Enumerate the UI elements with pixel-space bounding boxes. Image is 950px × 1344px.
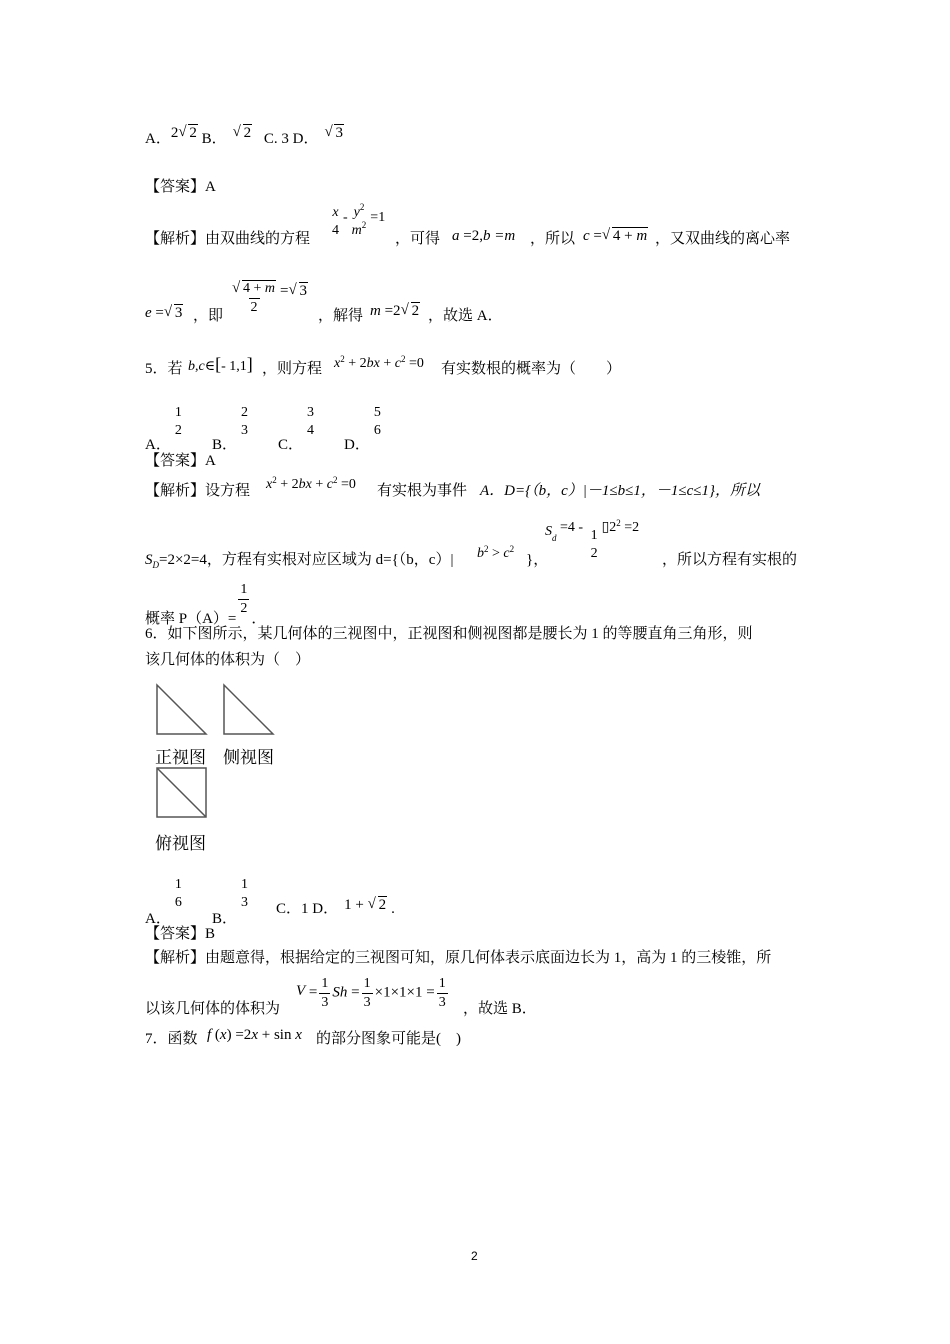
q4-analysis-text1: 由双曲线的方程 [205,231,311,247]
q6-stem-line2: 该几何体的体积为（ ） [145,652,311,668]
q6-option-cd-label: C．1 D． [276,901,339,917]
q5-stem-mid: ，则方程 [262,361,323,377]
q4-option-b-value: √ 2 [233,125,253,141]
area-symbol: S [145,552,153,568]
q5-analysis-line1-b: 有实根为事件 [377,483,468,499]
q6-option-b-frac: 1 3 [241,877,249,910]
q5-domain: b,c∈[- 1,1] [188,354,253,374]
q6-answer: 【答案】B [145,926,216,942]
q7-stem-suffix: 的部分图象可能是( ) [316,1031,461,1047]
q4-c-value: c =√ 4 + m [583,229,648,244]
q6-option-a-label: A． [145,910,171,927]
q4-a-b-values: a =2,b =m [452,228,516,244]
q6-option-d-value: 1 + √ 2 [344,897,387,913]
q4-analysis-text4: ，又双曲线的离心率 [655,231,791,247]
q6-stem-line1: 6．如下图所示，某几何体的三视图中，正视图和侧视图都是腰长为 1 的等腰直角三角形，则 [145,626,753,642]
denominator: 6 [373,422,381,438]
numerator: 3 [307,405,315,420]
q6-analysis-line2-a: 以该几何体的体积为 [145,1001,281,1017]
q6-option-b-label: B． [212,910,238,927]
q5-analysis-line1-c: A．D={（b，c）|－1≤b≤1，－1≤c≤1}，所以 [480,483,760,499]
q5-probability-value: $\frac{1}{2}$ [240,582,248,616]
numerator: 5 [373,405,381,420]
denominator: 2 [174,422,182,438]
q6-analysis-line1: 【解析】由题意得，根据给定的三视图可知，原几何体表示底面边长为 1，高为 1 的三棱锥，所 [145,950,772,966]
q6-option-cd[interactable] [276,897,395,917]
q5-stem-suffix: 有实数根的概率为（ ） [441,361,622,377]
page-number: 2 [471,1249,478,1263]
q6-option-a-frac: 1 6 [174,877,182,910]
q4-m-value: m =2√ 2 [370,304,420,319]
q4-analysis-text6: ，解得 [318,308,364,324]
q4-e-value: e =√ 3 [145,306,183,321]
numerator: 2 [241,405,249,420]
q5-equation: $x^2 + 2bx + c^2 =0$ [334,354,424,371]
q4-option-a-label: A． [145,131,171,147]
q5-probability-label: 概率 P（A）= [145,611,237,628]
caption-top-view: 俯视图 [155,834,206,854]
period: ． [251,611,267,628]
q5-option-b-label: B． [212,436,238,453]
q5-analysis-line1-a: 【解析】设方程 [145,483,251,499]
q5-option-d-label: D． [344,436,370,453]
denominator: 4 [307,422,315,438]
q6-option-b[interactable] [212,876,252,927]
denominator: 3 [241,422,249,438]
q7-stem-prefix: 7．函数 [145,1031,198,1047]
q4-e-fraction: √ $\frac{4 + m}{2}$ =√ 3 [228,280,308,316]
q4-option-a-value: 2√ 2 [171,125,198,141]
q4-analysis-text7: ，故选 A． [428,308,503,324]
q4-option-cd-label: C. 3 D． [260,131,319,147]
q5-region-condition: $b^2 > c^2$ [477,544,515,561]
front-view-triangle [157,685,206,734]
top-view-square [157,768,206,817]
q4-analysis-text2: ，可得 [395,231,441,247]
q4-option-d-value: √ 3 [324,125,344,141]
caption-front-view: 正视图 [155,748,206,768]
q5-analysis-line2-e: ，所以方程有实根的 [662,552,798,568]
side-view-triangle [224,685,273,734]
q5-stem-prefix: 5．若 [145,361,183,377]
q5-option-a-label: A． [145,436,171,453]
q6-option-a[interactable] [145,876,186,927]
q7-function: f (x) =2x + sin x [207,1027,302,1043]
q4-hyperbola-equation: x 4 - $y^2$ $m^2$ =1 [332,202,386,238]
caption-side-view: 侧视图 [223,748,274,768]
analysis-label: 【解析】 [145,231,206,247]
q5-sd-expression: $S_d =4$ - 1 2 $▯2^2 =2$ [545,518,640,561]
q5-analysis-equation: $x^2 + 2bx + c^2 =0$ [266,475,356,492]
period: . [391,901,395,917]
q5-option-c-label: C． [278,436,304,453]
numerator: 1 [174,405,182,420]
q6-volume-formula: V = $\frac{1}{3}$ Sh = $\frac{1}{3}$ ×1×1×1 = $\frac{1}{3}$ [296,976,446,1010]
q5-answer: 【答案】A [145,453,216,469]
area-subscript: D [152,560,159,570]
q4-analysis-text3: ，所以 [530,231,576,247]
q4-analysis-text5: ，即 [193,308,224,324]
q4-option-b-label: B． [197,131,227,147]
q5-analysis-line2-d: }， [526,552,549,568]
q5-analysis-line2-text: =2×2=4，方程有实根对应区域为 d={（b，c）| [159,552,454,568]
q4-answer: 【答案】A [145,179,216,195]
q6-analysis-line2-b: ，故选 B． [463,1001,537,1017]
